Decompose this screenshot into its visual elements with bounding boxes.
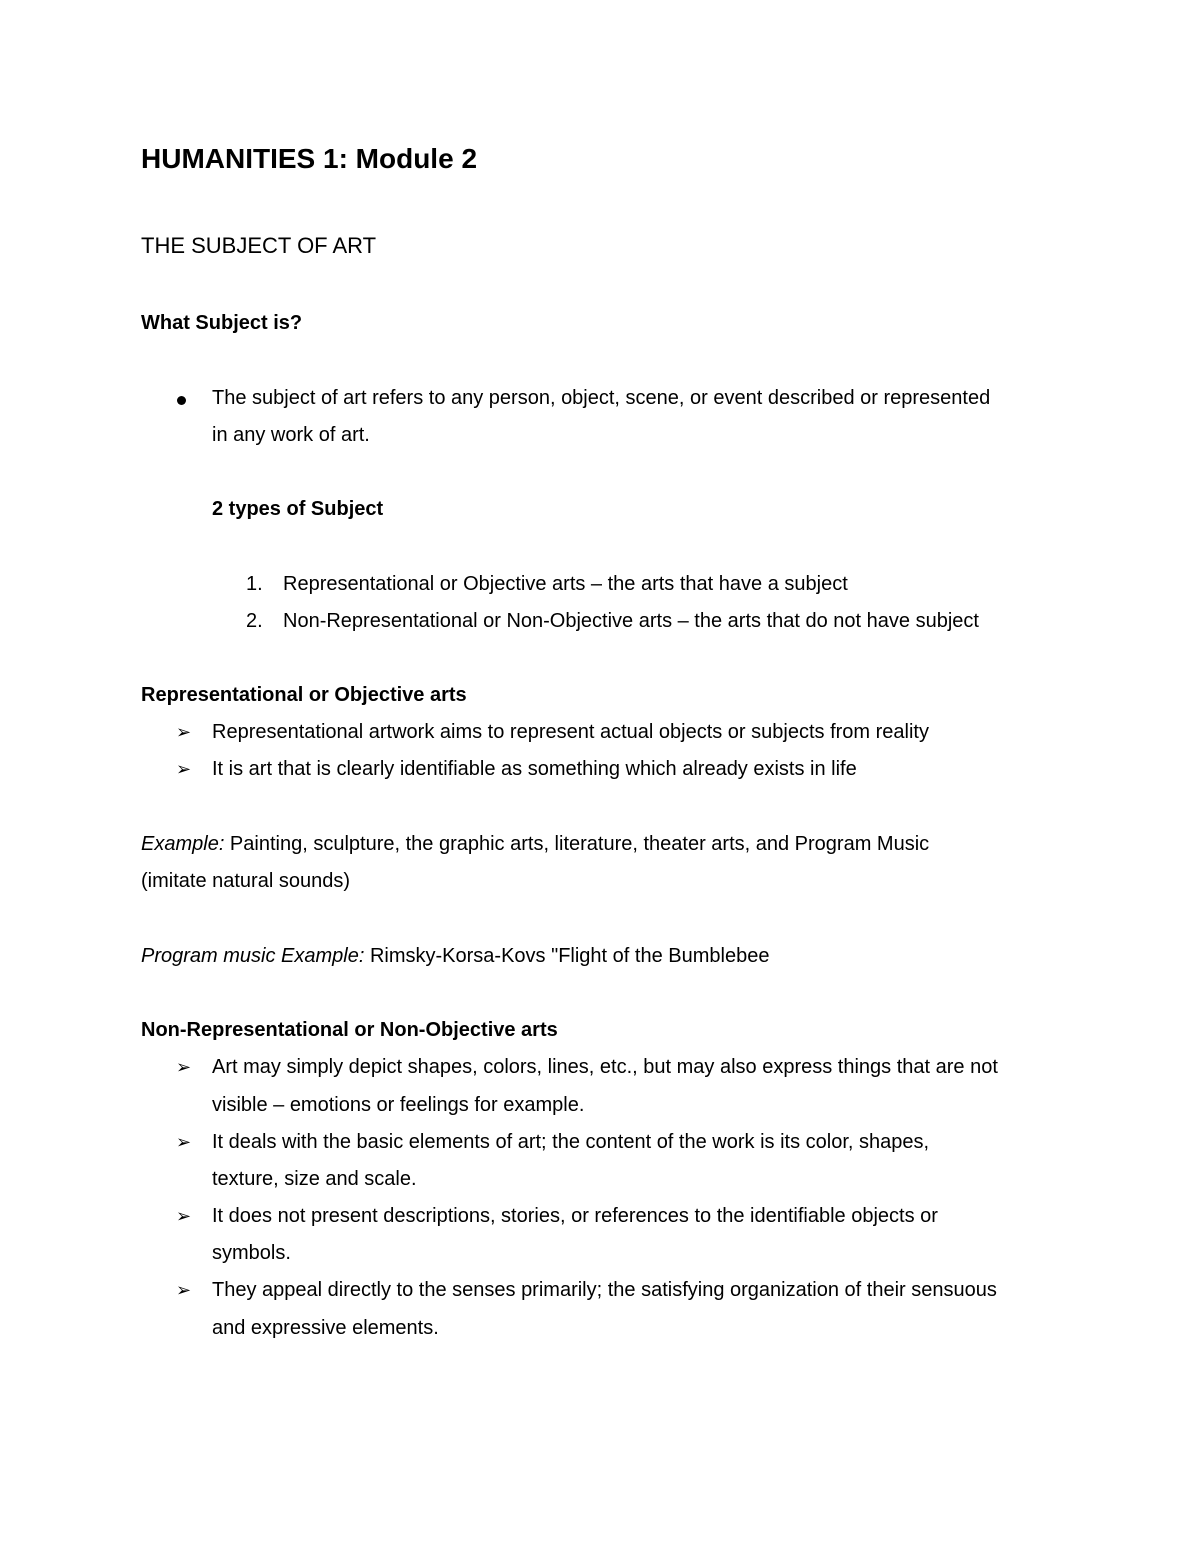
arrowhead-bullet-icon: ➢: [176, 759, 192, 780]
type-item-1: Representational or Objective arts – the arts that have a subject: [283, 573, 848, 595]
arrowhead-bullet-icon: ➢: [176, 722, 192, 743]
non-representational-point-3-line-2: symbols.: [212, 1242, 291, 1264]
non-representational-point-4-line-1: They appeal directly to the senses primarily; the satisfying organization of their sensuous: [212, 1279, 997, 1301]
list-number: 1.: [246, 573, 263, 595]
non-representational-point-4-line-2: and expressive elements.: [212, 1317, 439, 1339]
arrowhead-bullet-icon: ➢: [176, 1206, 192, 1227]
arrowhead-bullet-icon: ➢: [176, 1057, 192, 1078]
bullet-icon: [177, 396, 186, 405]
non-representational-point-2-line-2: texture, size and scale.: [212, 1168, 417, 1190]
list-number: 2.: [246, 610, 263, 632]
type-item-2: Non-Representational or Non-Objective arts – the arts that do not have subject: [283, 610, 979, 632]
arrowhead-bullet-icon: ➢: [176, 1280, 192, 1301]
representational-heading: Representational or Objective arts: [141, 684, 467, 706]
subject-definition-line-1: The subject of art refers to any person, object, scene, or event described or represented: [212, 387, 991, 409]
non-representational-point-2-line-1: It deals with the basic elements of art; the content of the work is its color, shapes,: [212, 1131, 930, 1153]
example-paragraph-line-2: (imitate natural sounds): [141, 870, 350, 892]
subject-definition-line-2: in any work of art.: [212, 424, 370, 446]
example-paragraph-line-1: [141, 826, 929, 863]
representational-point-2: It is art that is clearly identifiable as something which already exists in life: [212, 758, 857, 780]
document-title: HUMANITIES 1: Module 2: [141, 143, 478, 174]
section-heading: THE SUBJECT OF ART: [141, 233, 377, 258]
non-representational-heading: Non-Representational or Non-Objective arts: [141, 1019, 558, 1041]
example-text: Painting, sculpture, the graphic arts, literature, theater arts, and Program Music: [224, 833, 930, 855]
example-label: Example:: [141, 833, 225, 855]
non-representational-point-3-line-1: It does not present descriptions, stories, or references to the identifiable objects or: [212, 1205, 938, 1227]
program-music-example: [141, 938, 769, 975]
what-subject-heading: What Subject is?: [141, 312, 303, 334]
program-music-label: Program music Example:: [141, 945, 365, 967]
types-heading: 2 types of Subject: [212, 498, 384, 520]
arrowhead-bullet-icon: ➢: [176, 1132, 192, 1153]
program-music-text: Rimsky-Korsa-Kovs "Flight of the Bumblebee: [364, 945, 770, 967]
non-representational-point-1-line-2: visible – emotions or feelings for example.: [212, 1094, 585, 1116]
representational-point-1: Representational artwork aims to represent actual objects or subjects from reality: [212, 721, 929, 743]
non-representational-point-1-line-1: Art may simply depict shapes, colors, lines, etc., but may also express things that are not: [212, 1056, 998, 1078]
